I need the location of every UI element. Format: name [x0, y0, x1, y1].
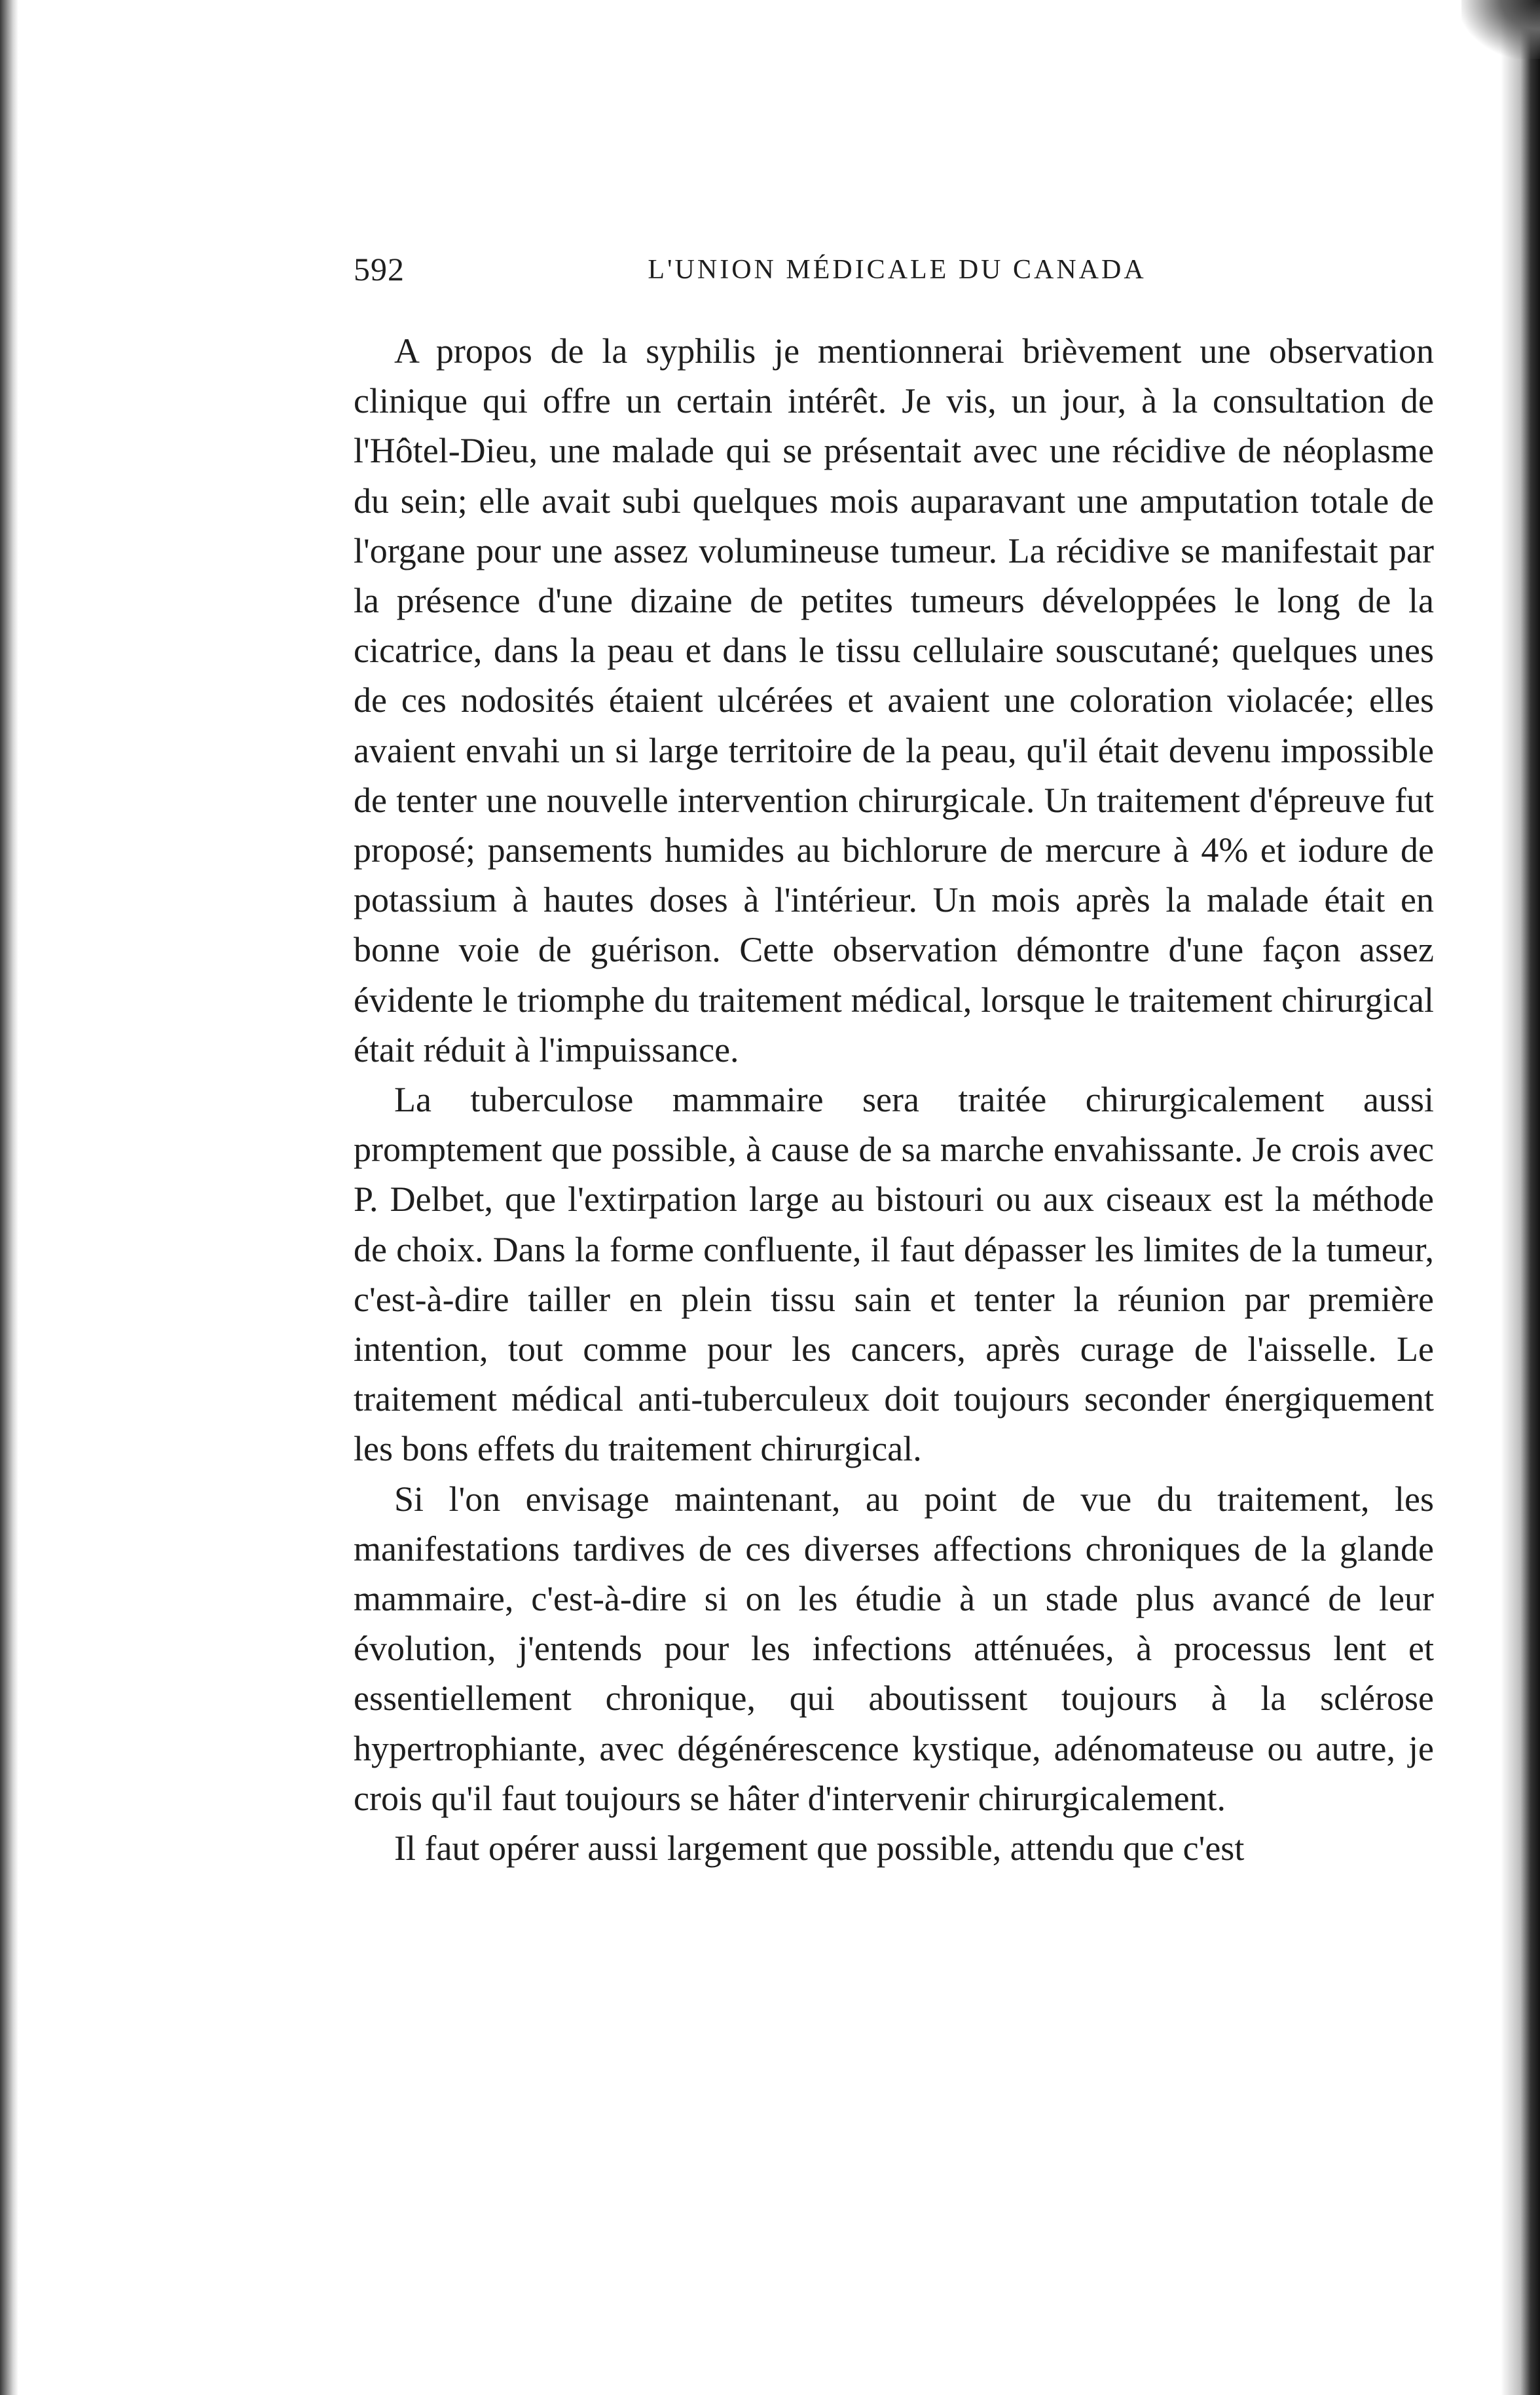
scan-corner-shadow: [1461, 0, 1540, 59]
paragraph-manifestations: Si l'on envisage maintenant, au point de vue du traitement, les manifestations tardives de ces diverses affections chroniques de la glande mammaire, c'est-à-dire si on les étudie à un stade plus avancé de leur évolution, j'entends pour les infections atténuées, à processus lent et essentiellement chronique, qui aboutissent toujours à la sclérose hypertrophiante, avec dégénérescence kystique, adénomateuse ou autre, je crois qu'il faut toujours se hâter d'intervenir chirurgicalement.: [354, 1479, 1434, 1818]
paragraph-tuberculose: La tuberculose mammaire sera traitée chirurgicalement aussi promptement que possible, à cause de sa marche envahissante. Je crois avec P. Delbet, que l'extirpation large au bistouri ou aux ciseaux est la méthode de choix. Dans la forme confluente, il faut dépasser les limites de la tumeur, c'est-à-dire tailler en plein tissu sain et tenter la réunion par première intention, tout comme pour les cancers, après curage de l'aisselle. Le traitement médical anti-tuberculeux doit toujours seconder énergiquement les bons effets du traitement chirurgical.: [354, 1080, 1434, 1469]
page-number: 592: [354, 251, 405, 288]
paragraph-syphilis: A propos de la syphilis je mentionnerai brièvement une observation clinique qui offre un certain intérêt. Je vis, un jour, à la consultation de l'Hôtel-Dieu, une malade qui se présentait avec une récidive de néoplasme du sein; elle avait subi quelques mois auparavant une amputation totale de l'organe pour une assez volumineuse tumeur. La récidive se manifestait par la présence d'une dizaine de petites tumeurs développées le long de la cicatrice, dans la peau et dans le tissu cellulaire souscutané; quelques unes de ces nodosités étaient ulcérées et avaient une coloration violacée; elles avaient envahi un si large territoire de la peau, qu'il était devenu impossible de tenter une nouvelle intervention chirurgicale. Un traitement d'épreuve fut proposé; pansements humides au bichlorure de mercure à 4% et iodure de potassium à hautes doses à l'intérieur. Un mois après la malade était en bonne voie de guérison. Cette observation démontre d'une façon assez évidente le triomphe du traitement médical, lorsque le traitement chirurgical était réduit à l'impuissance.: [354, 331, 1434, 1069]
body-text: [354, 326, 1434, 1873]
scan-right-edge: [1501, 0, 1540, 2395]
running-title: L'UNION MÉDICALE DU CANADA: [648, 255, 1146, 285]
paragraph-operer: Il faut opérer aussi largement que possible, attendu que c'est: [394, 1829, 1245, 1868]
page-header: [354, 250, 1440, 303]
scan-left-edge: [0, 0, 18, 2395]
